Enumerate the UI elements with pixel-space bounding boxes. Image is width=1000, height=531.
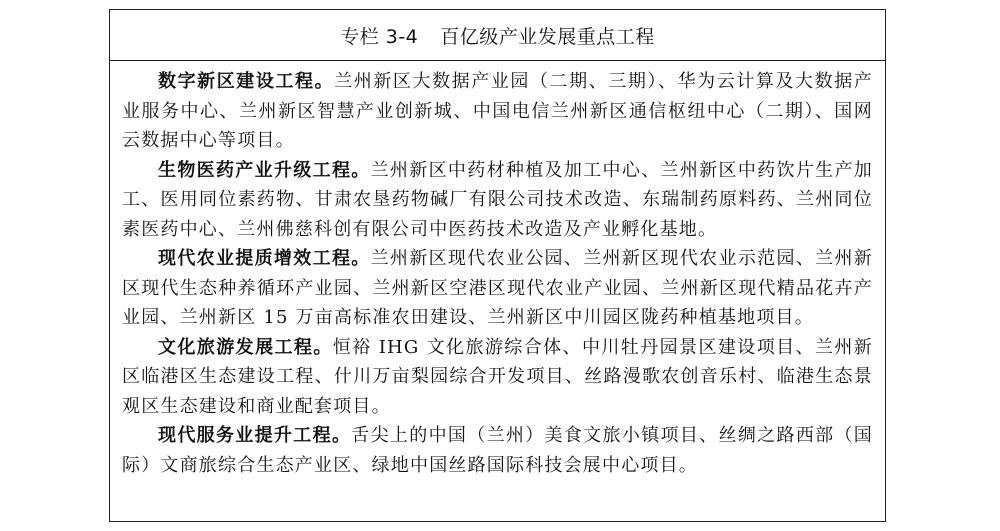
box-title-code: 专栏 3-4 bbox=[340, 25, 419, 48]
box-title bbox=[110, 10, 885, 61]
project-body: 兰州新区现代农业公园、兰州新区现代农业示范园、兰州新区现代生态种养循环产业园、兰州新区空港区现代农业产业园、兰州新区现代精品花卉产业园、兰州新区 15 万亩高标准农田建设、兰州新区中川园区陇药种植基地项目。 bbox=[122, 248, 873, 328]
box-title-text: 百亿级产业发展重点工程 bbox=[440, 25, 655, 48]
project-body: 兰州新区中药材种植及加工中心、兰州新区中药饮片生产加工、医用同位素药物、甘肃农垦药物碱厂有限公司技术改造、东瑞制药原料药、兰州同位素医药中心、兰州佛慈科创有限公司中医药技术改造及产业孵化基地。 bbox=[122, 159, 873, 240]
project-heading: 生物医药产业升级工程。 bbox=[158, 159, 371, 181]
project-item-digital bbox=[122, 67, 873, 156]
project-heading: 现代农业提质增效工程。 bbox=[158, 248, 371, 269]
project-body: 恒裕 IHG 文化旅游综合体、中川牡丹园景区建设项目、兰州新区临港区生态建设工程、什川万亩梨园综合开发项目、丝路漫歌农创音乐村、临港生态景观区生态建设和商业配套项目。 bbox=[122, 336, 873, 417]
project-item-tourism bbox=[122, 333, 873, 422]
project-body: 兰州新区大数据产业园（二期、三期）、华为云计算及大数据产业服务中心、兰州新区智慧产业创新城、中国电信兰州新区通信枢纽中心（二期）、国网云数据中心等项目。 bbox=[122, 71, 873, 151]
project-item-biomedicine bbox=[122, 156, 873, 245]
project-item-services bbox=[122, 421, 873, 480]
project-body: 舌尖上的中国（兰州）美食文旅小镇项目、丝绸之路西部（国际）文商旅综合生态产业区、绿地中国丝路国际科技会展中心项目。 bbox=[122, 425, 873, 476]
project-item-agriculture bbox=[122, 244, 873, 333]
project-heading: 文化旅游发展工程。 bbox=[158, 336, 333, 358]
project-heading: 现代服务业提升工程。 bbox=[158, 425, 352, 446]
box-content bbox=[110, 61, 885, 480]
project-heading: 数字新区建设工程。 bbox=[158, 71, 335, 92]
feature-box bbox=[109, 9, 886, 522]
